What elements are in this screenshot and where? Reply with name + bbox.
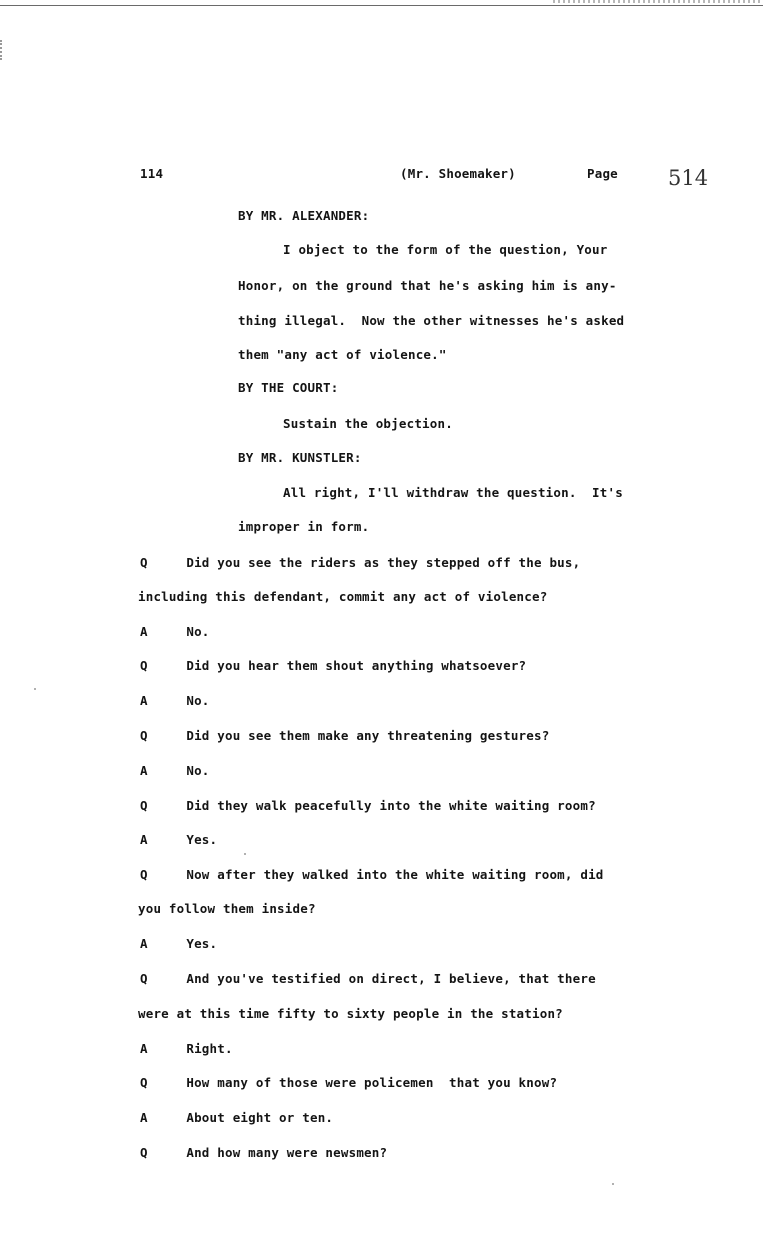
speaker-heading: BY MR. ALEXANDER:: [238, 208, 370, 223]
question-line: Q How many of those were policemen that you know?: [140, 1075, 558, 1090]
answer-line: A Yes.: [140, 832, 218, 847]
objection-text-line: Honor, on the ground that he's asking him is any-: [238, 278, 617, 293]
objection-text-line: thing illegal. Now the other witnesses he's asked: [238, 313, 625, 328]
question-line: Q Did they walk peacefully into the white waiting room?: [140, 798, 596, 813]
handwritten-page-number: 514: [668, 166, 709, 190]
answer-line: A About eight or ten.: [140, 1110, 334, 1125]
question-continuation-line: were at this time fifty to sixty people in the station?: [138, 1006, 563, 1021]
transcript-left-number: 114: [140, 166, 164, 181]
question-line: Q Did you see the riders as they stepped off the bus,: [140, 555, 581, 570]
answer-line: A No.: [140, 693, 210, 708]
scan-speck: [244, 853, 246, 855]
question-continuation-line: you follow them inside?: [138, 901, 316, 916]
question-line: Q Did you see them make any threatening gestures?: [140, 728, 550, 743]
page-label: Page: [587, 166, 618, 181]
question-line: Q And you've testified on direct, I believe, that there: [140, 971, 596, 986]
speaker-heading: BY MR. KUNSTLER:: [238, 450, 362, 465]
answer-line: A No.: [140, 624, 210, 639]
question-continuation-line: including this defendant, commit any act of violence?: [138, 589, 548, 604]
statement-text-line: All right, I'll withdraw the question. It's: [283, 485, 623, 500]
answer-line: A No.: [140, 763, 210, 778]
scan-speck: [34, 688, 36, 690]
top-edge-marking: [553, 0, 763, 3]
answer-line: A Right.: [140, 1041, 233, 1056]
court-ruling-text: Sustain the objection.: [283, 416, 453, 431]
question-line: Q Did you hear them shout anything whatsoever?: [140, 658, 527, 673]
left-edge-mark: [0, 40, 5, 60]
answer-line: A Yes.: [140, 936, 218, 951]
witness-name-header: (Mr. Shoemaker): [400, 166, 516, 181]
objection-text-line: them "any act of violence.": [238, 347, 447, 362]
objection-text-line: I object to the form of the question, Your: [283, 242, 608, 257]
top-border-rule: [0, 0, 763, 6]
scan-speck: [612, 1183, 614, 1185]
statement-text-line: improper in form.: [238, 519, 370, 534]
speaker-heading: BY THE COURT:: [238, 380, 339, 395]
question-line: Q Now after they walked into the white waiting room, did: [140, 867, 604, 882]
question-line: Q And how many were newsmen?: [140, 1145, 388, 1160]
